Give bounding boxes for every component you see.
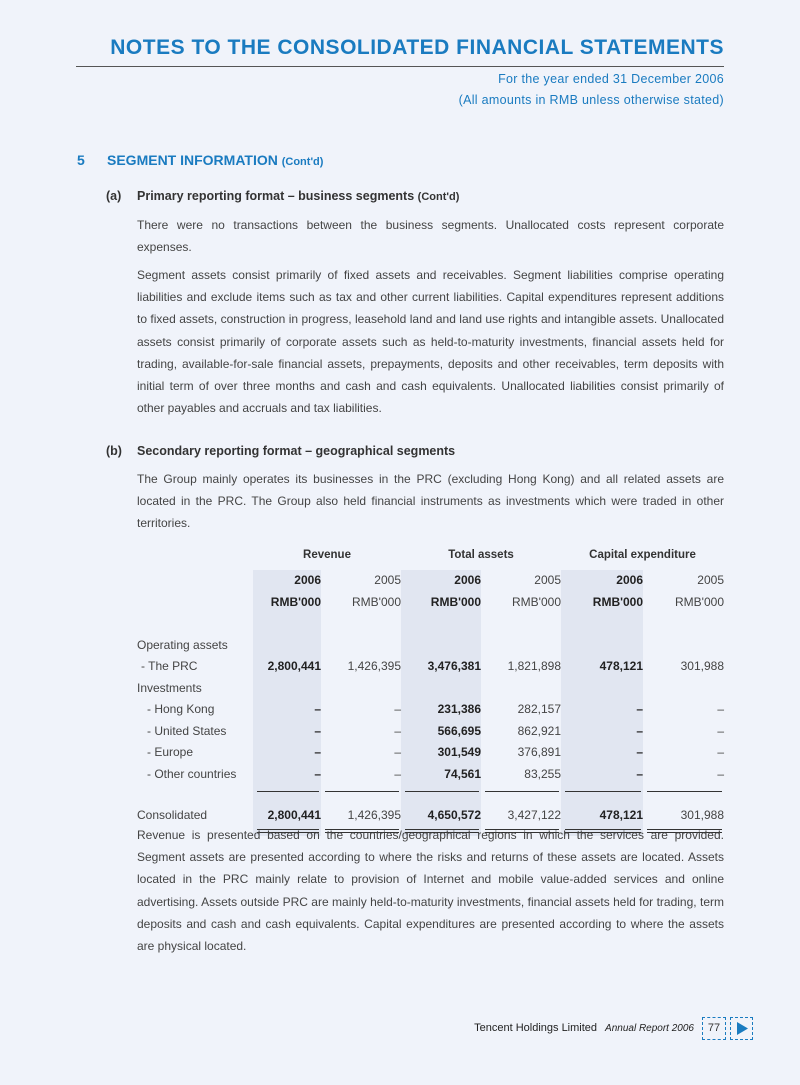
footer-report-name: Annual Report 2006 bbox=[605, 1023, 694, 1034]
table-cell: – bbox=[394, 702, 401, 717]
table-row bbox=[137, 677, 724, 699]
col-unit: RMB'000 bbox=[512, 594, 561, 609]
table-row bbox=[137, 656, 724, 678]
subsection-b-label: (b) bbox=[106, 444, 122, 458]
next-page-button[interactable] bbox=[730, 1017, 753, 1040]
table-cell: – bbox=[253, 720, 321, 742]
table-cell: – bbox=[717, 702, 724, 717]
table-cell: – bbox=[561, 742, 643, 764]
paragraph-transactions: There were no transactions between the business segments. Unallocated costs represent corporate expenses. bbox=[137, 218, 724, 255]
table-cell: – bbox=[717, 766, 724, 781]
table-cell: 478,121 bbox=[561, 805, 643, 827]
subtotal-rule bbox=[325, 791, 399, 792]
table-cell: 2,800,441 bbox=[253, 656, 321, 678]
col-unit: RMB'000 bbox=[352, 594, 401, 609]
header-currency-note: (All amounts in RMB unless otherwise stated) bbox=[458, 93, 724, 107]
row-label-other-countries: - Other countries bbox=[147, 766, 237, 781]
table-cell: 478,121 bbox=[561, 656, 643, 678]
row-label-hong-kong: - Hong Kong bbox=[147, 702, 215, 717]
subsection-a-title: Primary reporting format – business segments (Cont'd) bbox=[137, 189, 460, 203]
group-header-capex: Capital expenditure bbox=[589, 548, 696, 561]
table-cell: – bbox=[561, 720, 643, 742]
group-header-total-assets: Total assets bbox=[448, 548, 514, 561]
section-number: 5 bbox=[77, 152, 85, 168]
col-unit: RMB'000 bbox=[253, 591, 321, 613]
paragraph-segment-assets: Segment assets consist primarily of fixed assets and receivables. Segment liabilities comprise operating liabilities and exclude items such as tax and other current liabilities. Capital expenditures represent additions to fixed assets, construction in progress, leasehold land and land use rights and intangible assets. Unallocated assets consist primarily of corporate assets such as held-to-maturity investments, financial assets held for trading, available-for-sale financial assets, prepayments, deposits and other receivables, term deposits with initial term of over three months and cash and cash equivalents. Unallocated liabilities consist primarily of other payables and accruals and tax liabilities. bbox=[137, 268, 724, 416]
geographic-segment-table bbox=[137, 544, 724, 836]
table-cell: – bbox=[253, 699, 321, 721]
table-row bbox=[137, 763, 724, 785]
table-row bbox=[137, 699, 724, 721]
col-unit: RMB'000 bbox=[675, 594, 724, 609]
paragraph-geographic-operations: The Group mainly operates its businesses in the PRC (excluding Hong Kong) and all related assets are located in the PRC. The Group also held financial instruments as investments which were traded in other territories. bbox=[137, 472, 724, 531]
table-cell: – bbox=[717, 745, 724, 760]
row-label-united-states: - United States bbox=[147, 723, 227, 738]
subtotal-rule bbox=[405, 791, 479, 792]
table-cell: 1,821,898 bbox=[507, 659, 561, 674]
page-footer bbox=[474, 1022, 694, 1034]
row-label-investments: Investments bbox=[137, 680, 202, 695]
play-arrow-icon bbox=[731, 1018, 752, 1039]
page-number: 77 bbox=[702, 1017, 726, 1040]
col-year: 2006 bbox=[253, 570, 321, 592]
table-cell: – bbox=[394, 766, 401, 781]
table-cell: 301,549 bbox=[401, 742, 481, 764]
subsection-a-cont: (Cont'd) bbox=[417, 191, 460, 203]
subtotal-rule bbox=[647, 791, 722, 792]
table-year-row bbox=[137, 570, 724, 592]
table-cell: 862,921 bbox=[517, 723, 561, 738]
row-label-prc: - The PRC bbox=[141, 659, 198, 674]
table-cell: – bbox=[394, 723, 401, 738]
col-unit: RMB'000 bbox=[401, 591, 481, 613]
table-cell: – bbox=[394, 745, 401, 760]
group-header-revenue: Revenue bbox=[303, 548, 351, 561]
col-year: 2005 bbox=[374, 573, 401, 588]
table-row bbox=[137, 742, 724, 764]
table-cell: 4,650,572 bbox=[401, 805, 481, 827]
table-row bbox=[137, 634, 724, 656]
header-divider bbox=[76, 66, 724, 67]
row-label-consolidated: Consolidated bbox=[137, 808, 208, 823]
table-cell: 231,386 bbox=[401, 699, 481, 721]
table-cell: 566,695 bbox=[401, 720, 481, 742]
table-cell: 376,891 bbox=[517, 745, 561, 760]
table-group-header-row bbox=[137, 544, 724, 566]
col-year: 2005 bbox=[534, 573, 561, 588]
table-cell: – bbox=[561, 699, 643, 721]
table-cell: – bbox=[561, 763, 643, 785]
subtotal-rule bbox=[485, 791, 559, 792]
table-cell: 282,157 bbox=[517, 702, 561, 717]
table-unit-row bbox=[137, 591, 724, 613]
table-row-consolidated bbox=[137, 805, 724, 827]
table-row bbox=[137, 720, 724, 742]
header-period: For the year ended 31 December 2006 bbox=[498, 72, 724, 86]
table-cell: 3,476,381 bbox=[401, 656, 481, 678]
row-label-europe: - Europe bbox=[147, 745, 194, 760]
col-year: 2005 bbox=[697, 573, 724, 588]
section-cont: (Cont'd) bbox=[281, 156, 324, 168]
table-cell: – bbox=[717, 723, 724, 738]
subtotal-rule bbox=[257, 791, 319, 792]
col-unit: RMB'000 bbox=[561, 591, 643, 613]
subsection-b-title: Secondary reporting format – geographical segments bbox=[137, 444, 456, 458]
table-cell: 74,561 bbox=[401, 763, 481, 785]
subtotal-rule bbox=[565, 791, 641, 792]
col-year: 2006 bbox=[401, 570, 481, 592]
section-title: SEGMENT INFORMATION (Cont'd) bbox=[107, 152, 324, 168]
row-label-operating-assets: Operating assets bbox=[137, 637, 228, 652]
subsection-a-label: (a) bbox=[106, 189, 122, 203]
table-cell: 301,988 bbox=[680, 659, 724, 674]
paragraph-revenue-presentation: Revenue is presented based on the countries/geographical regions in which the services are provided. Segment assets are presented according to where the risks and returns of these assets are located. Assets located in the PRC mainly relate to provision of Internet and mobile value-added services and online advertising. Assets outside PRC are mainly held-to-maturity investments, financial assets held for trading, term deposits and cash and cash equivalents. Capital expenditures are presented according to where the assets are physical located. bbox=[137, 828, 724, 954]
table-cell: – bbox=[253, 742, 321, 764]
page-header-title: NOTES TO THE CONSOLIDATED FINANCIAL STATEMENTS bbox=[110, 36, 724, 59]
table-cell: 3,427,122 bbox=[507, 808, 561, 823]
table-cell: 2,800,441 bbox=[253, 805, 321, 827]
subtotal-rule-row bbox=[137, 785, 724, 799]
footer-company: Tencent Holdings Limited bbox=[474, 1022, 598, 1034]
table-cell: 301,988 bbox=[680, 808, 724, 823]
table-cell: 1,426,395 bbox=[347, 808, 401, 823]
col-year: 2006 bbox=[561, 570, 643, 592]
table-cell: 1,426,395 bbox=[347, 659, 401, 674]
table-cell: – bbox=[253, 763, 321, 785]
table-cell: 83,255 bbox=[524, 766, 561, 781]
